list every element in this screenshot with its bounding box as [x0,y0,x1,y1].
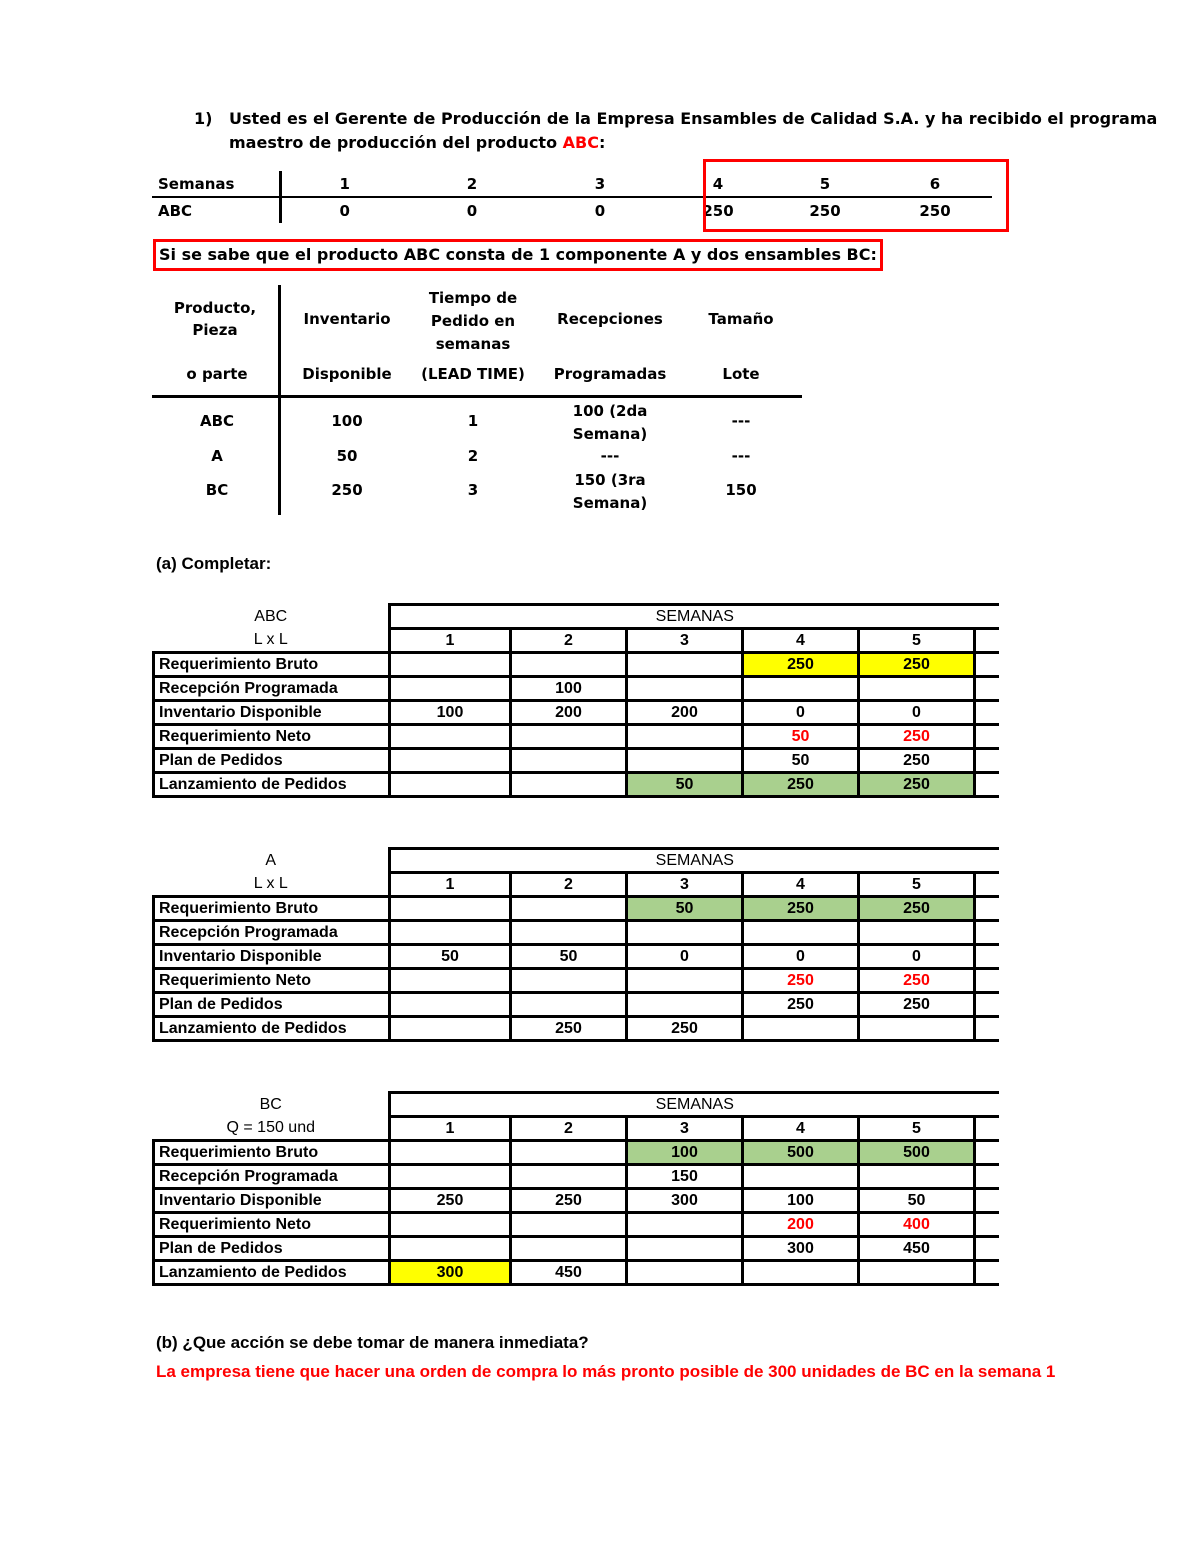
mrp-grid-abc [152,603,999,798]
row-abc-receipt-b: Semana) [572,425,648,443]
header-product [152,297,278,341]
mrp-item-name: ABC [254,608,288,625]
week-header-3: 3 [627,1117,743,1141]
mrp-row-gross-requirement [154,1141,999,1165]
cell-order-release-week-5 [859,1017,975,1041]
mrp-row-gross-requirement [154,653,999,677]
cell-order-plan-week-4: 250 [743,993,859,1017]
cell-gross-requirement-week-3: 50 [627,897,743,921]
cell-order-release-week-5 [859,1261,975,1285]
cell-order-release-week-3: 250 [627,1017,743,1041]
cell-gross-requirement-week-2 [511,897,627,921]
row-label-scheduled-receipt: Recepción Programada [154,677,390,701]
week-header-5: 5 [859,873,975,897]
cell-order-release-week-1: 300 [390,1261,511,1285]
row-label-available-inventory: Inventario Disponible [154,701,390,725]
cell-order-release-week-2: 250 [511,1017,627,1041]
week-3-header: 3 [536,171,664,197]
row-abc-lot: --- [731,412,751,430]
cell-gross-requirement-week-5: 250 [859,897,975,921]
edge-spacer [975,773,999,797]
row-abc-receipt-a: 100 (2da [572,402,648,420]
week-header-5: 5 [859,1117,975,1141]
row-a-lead: 2 [467,447,479,465]
row-bc-receipt-b: Semana) [572,494,648,512]
mrp-lot-rule: L x L [253,875,288,893]
mrp-row-net-requirement [154,725,999,749]
header-lead-d: (LEAD TIME) [421,365,525,383]
mrp-row-order-release [154,1261,999,1285]
cell-net-requirement-week-5: 400 [859,1213,975,1237]
header-receipts-b: Programadas [553,365,667,383]
cell-gross-requirement-week-2 [511,653,627,677]
mrp-row-gross-requirement [154,897,999,921]
mrp-row-order-plan [154,993,999,1017]
cell-order-plan-week-2 [511,993,627,1017]
row-bc-product: BC [205,481,229,499]
cell-scheduled-receipt-week-5 [859,1165,975,1189]
header-lot-b: Lote [722,365,760,383]
row-label-order-plan: Plan de Pedidos [154,993,390,1017]
row-abc-receipt [540,400,680,446]
mrp-row-order-release [154,773,999,797]
abc-row-label: ABC [152,197,280,223]
row-abc-inventory: 100 [331,412,363,430]
row-a-lot: --- [731,447,751,465]
row-a-receipt: --- [600,447,620,465]
mrp-row-available-inventory [154,1189,999,1213]
row-bc-receipt-a: 150 (3ra [574,471,646,489]
cell-gross-requirement-week-4: 500 [743,1141,859,1165]
cell-gross-requirement-week-1 [390,653,511,677]
header-receipts-a: Recepciones [557,310,663,328]
week-header-4: 4 [743,873,859,897]
cell-net-requirement-week-1 [390,969,511,993]
cell-scheduled-receipt-week-3: 150 [627,1165,743,1189]
cell-order-plan-week-1 [390,1237,511,1261]
week-2-header: 2 [408,171,536,197]
cell-net-requirement-week-2 [511,1213,627,1237]
cell-net-requirement-week-2 [511,725,627,749]
info-horizontal-divider [152,395,802,398]
mrp-table-bc [152,1091,999,1286]
weeks-header-label: Semanas [152,171,280,197]
row-bc-receipt [540,469,680,515]
cell-gross-requirement-week-3 [627,653,743,677]
edge-spacer [975,993,999,1017]
row-abc-product: ABC [199,412,235,430]
cell-scheduled-receipt-week-2 [511,1165,627,1189]
cell-scheduled-receipt-week-4 [743,677,859,701]
cell-gross-requirement-week-4: 250 [743,897,859,921]
row-label-order-release: Lanzamiento de Pedidos [154,1261,390,1285]
header-lead-b: Pedido en [430,312,516,330]
row-label-net-requirement: Requerimiento Neto [154,725,390,749]
cell-order-plan-week-4: 300 [743,1237,859,1261]
mrp-row-scheduled-receipt [154,1165,999,1189]
cell-scheduled-receipt-week-3 [627,921,743,945]
mrp-grid-a [152,847,999,1042]
header-lot-a: Tamaño [708,310,774,328]
cell-order-plan-week-2 [511,1237,627,1261]
cell-order-release-week-5: 250 [859,773,975,797]
cell-available-inventory-week-2: 200 [511,701,627,725]
mrp-row-order-release [154,1017,999,1041]
cell-gross-requirement-week-4: 250 [743,653,859,677]
header-lead-time [408,287,538,356]
cell-net-requirement-week-3 [627,1213,743,1237]
cell-net-requirement-week-3 [627,969,743,993]
mrp-row-net-requirement [154,1213,999,1237]
cell-available-inventory-week-2: 250 [511,1189,627,1213]
row-label-order-plan: Plan de Pedidos [154,1237,390,1261]
cell-order-plan-week-5: 250 [859,993,975,1017]
cell-order-release-week-4: 250 [743,773,859,797]
header-lead-c: semanas [435,335,511,353]
week-header-1: 1 [390,629,511,653]
cell-scheduled-receipt-week-2: 100 [511,677,627,701]
row-bc-lot: 150 [725,481,757,499]
edge-spacer [975,873,999,897]
row-label-gross-requirement: Requerimiento Bruto [154,897,390,921]
cell-order-release-week-1 [390,1017,511,1041]
row-a-inventory: 50 [336,447,358,465]
edge-spacer [975,1237,999,1261]
cell-available-inventory-week-1: 100 [390,701,511,725]
part-a-label: (a) Completar: [156,554,272,573]
row-a-product: A [211,447,223,465]
part-b-question: (b) ¿Que acción se debe tomar de manera inmediata? [156,1333,589,1352]
weeks-highlight-box [703,159,1009,232]
cell-available-inventory-week-4: 0 [743,945,859,969]
mrp-lot-rule: Q = 150 und [226,1119,315,1137]
week-header-3: 3 [627,629,743,653]
mrp-row-order-plan [154,749,999,773]
cell-scheduled-receipt-week-4 [743,1165,859,1189]
cell-net-requirement-week-1 [390,725,511,749]
cell-gross-requirement-week-2 [511,1141,627,1165]
week-5-value: 250 [809,201,841,220]
row-label-scheduled-receipt: Recepción Programada [154,1165,390,1189]
header-product-b: Pieza [192,321,238,339]
row-label-order-release: Lanzamiento de Pedidos [154,1017,390,1041]
row-bc-inventory: 250 [331,481,363,499]
week-4-header: 4 [664,171,772,197]
edge-spacer [975,897,999,921]
cell-scheduled-receipt-week-3 [627,677,743,701]
intro-line-2-colon: : [598,133,606,152]
cell-available-inventory-week-5: 0 [859,945,975,969]
edge-spacer [975,749,999,773]
edge-spacer [975,969,999,993]
edge-spacer [975,1261,999,1285]
bom-note: Si se sabe que el producto ABC consta de 1 componente A y dos ensambles BC: [153,239,883,271]
intro-line-1: Usted es el Gerente de Producción de la Empresa Ensambles de Calidad S.A. y ha recibido el programa [229,109,1158,128]
semanas-header: SEMANAS [390,605,999,629]
intro-line-2-text: maestro de producción del producto [229,133,563,152]
cell-order-plan-week-1 [390,993,511,1017]
mrp-header-row-1 [154,1093,999,1117]
cell-order-release-week-1 [390,773,511,797]
part-b-answer: La empresa tiene que hacer una orden de compra lo más pronto posible de 300 unidades de BC en la semana 1 [156,1362,1056,1381]
cell-available-inventory-week-5: 50 [859,1189,975,1213]
cell-order-release-week-3 [627,1261,743,1285]
week-header-2: 2 [511,629,627,653]
header-product-c: o parte [186,365,248,383]
cell-available-inventory-week-4: 0 [743,701,859,725]
mrp-row-scheduled-receipt [154,921,999,945]
mrp-header-row-2 [154,629,999,653]
mrp-header-row-2 [154,873,999,897]
cell-scheduled-receipt-week-5 [859,677,975,701]
cell-order-plan-week-3 [627,749,743,773]
edge-spacer [975,945,999,969]
mrp-row-order-plan [154,1237,999,1261]
product-info-table [152,285,802,515]
week-header-1: 1 [390,1117,511,1141]
week-header-2: 2 [511,873,627,897]
cell-gross-requirement-week-5: 250 [859,653,975,677]
cell-order-release-week-2: 450 [511,1261,627,1285]
cell-net-requirement-week-4: 250 [743,969,859,993]
week-5-header: 5 [772,171,878,197]
cell-order-plan-week-4: 50 [743,749,859,773]
edge-spacer [975,1165,999,1189]
cell-net-requirement-week-1 [390,1213,511,1237]
cell-order-plan-week-5: 250 [859,749,975,773]
semanas-header: SEMANAS [390,1093,999,1117]
row-label-gross-requirement: Requerimiento Bruto [154,653,390,677]
cell-net-requirement-week-4: 50 [743,725,859,749]
cell-order-plan-week-1 [390,749,511,773]
question-number: 1) [194,109,213,128]
edge-spacer [975,629,999,653]
cell-gross-requirement-week-3: 100 [627,1141,743,1165]
row-label-gross-requirement: Requerimiento Bruto [154,1141,390,1165]
row-label-net-requirement: Requerimiento Neto [154,1213,390,1237]
cell-available-inventory-week-1: 50 [390,945,511,969]
week-6-value: 250 [919,201,951,220]
edge-spacer [975,921,999,945]
week-4-value: 250 [702,201,734,220]
row-label-available-inventory: Inventario Disponible [154,945,390,969]
cell-order-release-week-4 [743,1261,859,1285]
cell-scheduled-receipt-week-4 [743,921,859,945]
edge-spacer [975,1141,999,1165]
cell-order-release-week-2 [511,773,627,797]
cell-order-plan-week-3 [627,1237,743,1261]
cell-order-plan-week-5: 450 [859,1237,975,1261]
cell-scheduled-receipt-week-2 [511,921,627,945]
cell-available-inventory-week-2: 50 [511,945,627,969]
cell-net-requirement-week-5: 250 [859,969,975,993]
cell-order-plan-week-2 [511,749,627,773]
cell-net-requirement-week-4: 200 [743,1213,859,1237]
cell-available-inventory-week-5: 0 [859,701,975,725]
week-header-5: 5 [859,629,975,653]
header-inventory-a: Inventario [303,310,391,328]
edge-spacer [975,677,999,701]
cell-scheduled-receipt-week-5 [859,921,975,945]
mrp-table-abc [152,603,999,798]
mrp-header-row-2 [154,1117,999,1141]
week-header-2: 2 [511,1117,627,1141]
mrp-item-name: A [265,852,277,869]
cell-scheduled-receipt-week-1 [390,921,511,945]
edge-spacer [975,1117,999,1141]
cell-available-inventory-week-3: 0 [627,945,743,969]
row-label-available-inventory: Inventario Disponible [154,1189,390,1213]
edge-spacer [975,1189,999,1213]
header-product-a: Producto, [173,299,257,317]
edge-spacer [975,1017,999,1041]
week-2-value: 0 [466,201,478,220]
intro-line-2 [229,131,605,154]
edge-spacer [975,725,999,749]
week-1-value: 0 [339,201,350,220]
mrp-grid-bc [152,1091,999,1286]
week-header-3: 3 [627,873,743,897]
mrp-header-row-1 [154,849,999,873]
week-3-value: 0 [594,201,606,220]
mrp-row-available-inventory [154,945,999,969]
cell-order-release-week-4 [743,1017,859,1041]
row-bc-lead: 3 [467,481,479,499]
cell-gross-requirement-week-1 [390,897,511,921]
cell-scheduled-receipt-week-1 [390,677,511,701]
row-abc-lead: 1 [467,412,479,430]
week-header-4: 4 [743,629,859,653]
header-inventory-b: Disponible [302,365,392,383]
cell-available-inventory-week-3: 200 [627,701,743,725]
cell-net-requirement-week-3 [627,725,743,749]
cell-net-requirement-week-5: 250 [859,725,975,749]
cell-available-inventory-week-3: 300 [627,1189,743,1213]
edge-spacer [975,701,999,725]
edge-spacer [975,653,999,677]
mrp-header-row-1 [154,605,999,629]
row-label-scheduled-receipt: Recepción Programada [154,921,390,945]
cell-net-requirement-week-2 [511,969,627,993]
header-lead-a: Tiempo de [428,289,518,307]
mrp-row-scheduled-receipt [154,677,999,701]
mrp-lot-rule: L x L [253,631,288,649]
week-header-4: 4 [743,1117,859,1141]
cell-order-release-week-3: 50 [627,773,743,797]
cell-available-inventory-week-4: 100 [743,1189,859,1213]
cell-scheduled-receipt-week-1 [390,1165,511,1189]
intro-product-name: ABC [562,133,599,152]
week-6-header: 6 [878,171,992,197]
cell-available-inventory-week-1: 250 [390,1189,511,1213]
mrp-item-name: BC [259,1096,282,1113]
cell-gross-requirement-week-1 [390,1141,511,1165]
cell-gross-requirement-week-5: 500 [859,1141,975,1165]
edge-spacer [975,1213,999,1237]
row-label-net-requirement: Requerimiento Neto [154,969,390,993]
week-header-1: 1 [390,873,511,897]
semanas-header: SEMANAS [390,849,999,873]
mrp-row-available-inventory [154,701,999,725]
mrp-table-a [152,847,999,1042]
cell-order-plan-week-3 [627,993,743,1017]
mrp-row-net-requirement [154,969,999,993]
week-1-header: 1 [280,171,408,197]
row-label-order-plan: Plan de Pedidos [154,749,390,773]
row-label-order-release: Lanzamiento de Pedidos [154,773,390,797]
